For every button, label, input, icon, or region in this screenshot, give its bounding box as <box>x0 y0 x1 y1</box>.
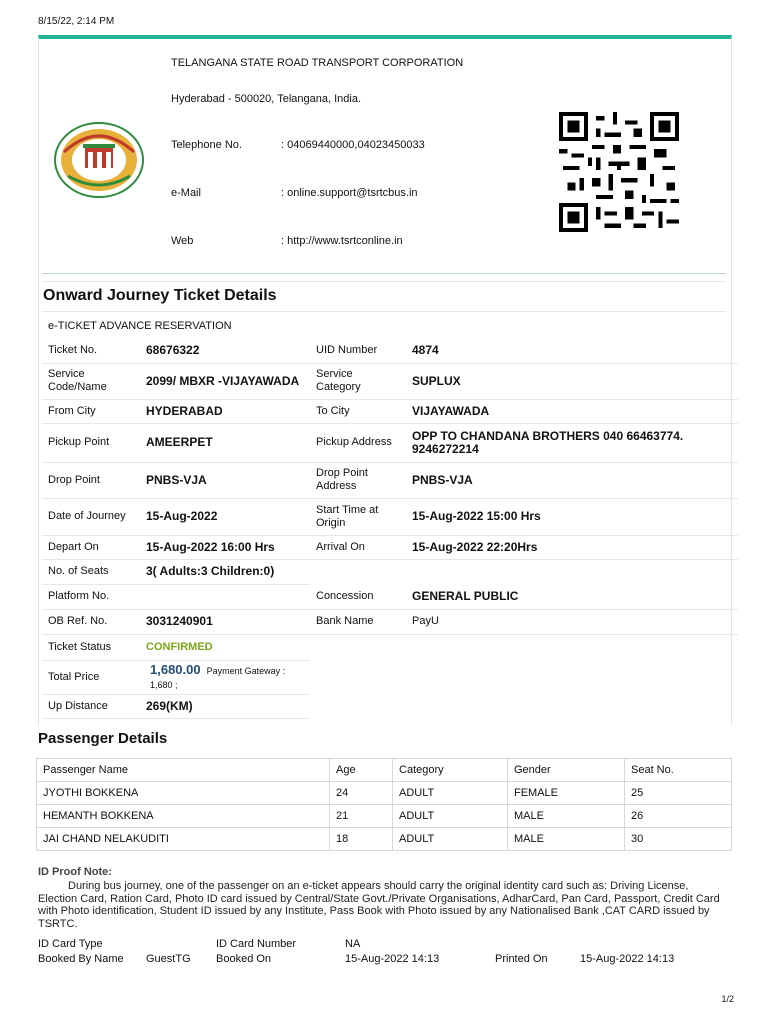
table-row <box>42 535 738 559</box>
table-row <box>42 660 738 694</box>
passenger-name: HEMANTH BOKKENA <box>37 805 330 828</box>
table-row <box>42 498 738 535</box>
col-header: Passenger Name <box>37 759 330 782</box>
id-note-title: ID Proof Note: <box>38 866 112 878</box>
booked-on-label: Booked On <box>216 953 272 965</box>
phone-label: Telephone No. <box>171 139 242 151</box>
qr-code <box>555 112 683 232</box>
subtitle-divider <box>42 311 726 312</box>
from-value: HYDERABAD <box>140 399 310 423</box>
drop-value: PNBS-VJA <box>140 462 310 498</box>
tsrtc-logo <box>54 122 144 198</box>
table-row <box>37 828 732 851</box>
doj-label: Date of Journey <box>42 498 140 535</box>
passenger-age: 21 <box>330 805 393 828</box>
col-header: Age <box>330 759 393 782</box>
gateway-label: Payment Gateway : <box>206 665 286 676</box>
category-label: Service Category <box>310 363 406 399</box>
passenger-category: ADULT <box>393 805 508 828</box>
to-value: VIJAYAWADA <box>406 399 738 423</box>
org-address: Hyderabad - 500020, Telangana, India. <box>171 93 361 105</box>
passenger-seat: 30 <box>625 828 732 851</box>
distance-label: Up Distance <box>42 694 140 718</box>
seats-label: No. of Seats <box>42 559 140 584</box>
web-label: Web <box>171 235 194 247</box>
uid-value: 4874 <box>406 338 738 363</box>
distance-value: 269(KM) <box>140 694 310 718</box>
passenger-name: JAI CHAND NELAKUDITI <box>37 828 330 851</box>
phone-value: : 04069440000,04023450033 <box>281 139 425 151</box>
passenger-section-title: Passenger Details <box>38 730 168 747</box>
table-row <box>42 462 738 498</box>
drop-label: Drop Point <box>42 462 140 498</box>
section-divider <box>42 281 726 282</box>
table-header-row <box>37 759 732 782</box>
status-value: CONFIRMED <box>140 634 310 660</box>
passenger-age: 24 <box>330 782 393 805</box>
concession-label: Concession <box>310 584 406 609</box>
price-value: 1,680.00 <box>150 661 201 677</box>
arrival-label: Arrival On <box>310 535 406 559</box>
depart-value: 15-Aug-2022 16:00 Hrs <box>140 535 310 559</box>
table-row <box>42 559 738 584</box>
table-row <box>42 584 738 609</box>
status-label: Ticket Status <box>42 634 140 660</box>
id-card-number-value: NA <box>345 938 361 950</box>
passenger-gender: MALE <box>508 828 625 851</box>
ob-ref-value: 3031240901 <box>140 609 310 634</box>
pickup-address-value: OPP TO CHANDANA BROTHERS 040 66463774. 9246272214 <box>406 423 738 462</box>
bank-label: Bank Name <box>310 609 406 634</box>
from-label: From City <box>42 399 140 423</box>
ticket-no-label: Ticket No. <box>42 338 140 363</box>
concession-value: GENERAL PUBLIC <box>406 584 738 609</box>
passenger-category: ADULT <box>393 828 508 851</box>
pickup-value: AMEERPET <box>140 423 310 462</box>
platform-value <box>140 584 310 609</box>
bank-value: PayU <box>406 609 738 634</box>
table-row <box>42 423 738 462</box>
booked-by-value: GuestTG <box>146 953 191 965</box>
email-label: e-Mail <box>171 187 201 199</box>
passenger-category: ADULT <box>393 782 508 805</box>
passenger-name: JYOTHI BOKKENA <box>37 782 330 805</box>
passenger-gender: FEMALE <box>508 782 625 805</box>
gateway-value: 1,680 ; <box>150 679 178 690</box>
col-header: Category <box>393 759 508 782</box>
table-row <box>37 805 732 828</box>
ob-ref-label: OB Ref. No. <box>42 609 140 634</box>
pickup-label: Pickup Point <box>42 423 140 462</box>
start-time-value: 15-Aug-2022 15:00 Hrs <box>406 498 738 535</box>
depart-label: Depart On <box>42 535 140 559</box>
table-row <box>42 363 738 399</box>
passenger-gender: MALE <box>508 805 625 828</box>
page-number: 1/2 <box>721 994 734 1004</box>
passenger-table <box>36 758 732 851</box>
booked-on-value: 15-Aug-2022 14:13 <box>345 953 440 965</box>
category-value: SUPLUX <box>406 363 738 399</box>
table-row <box>42 399 738 423</box>
pickup-address-label: Pickup Address <box>310 423 406 462</box>
org-name: TELANGANA STATE ROAD TRANSPORT CORPORATION <box>171 57 464 69</box>
header-divider <box>42 273 726 274</box>
printed-on-label: Printed On <box>495 953 548 965</box>
journey-section-title: Onward Journey Ticket Details <box>43 287 277 304</box>
printed-on-value: 15-Aug-2022 14:13 <box>580 953 675 965</box>
drop-address-label: Drop Point Address <box>310 462 406 498</box>
web-value: : http://www.tsrtconline.in <box>281 235 403 247</box>
print-timestamp: 8/15/22, 2:14 PM <box>38 16 115 27</box>
table-row <box>42 609 738 634</box>
price-label: Total Price <box>42 660 140 694</box>
doj-value: 15-Aug-2022 <box>140 498 310 535</box>
eticket-subtitle: e-TICKET ADVANCE RESERVATION <box>48 320 232 332</box>
id-card-type-label: ID Card Type <box>38 938 103 950</box>
service-label: Service Code/Name <box>42 363 140 399</box>
table-row <box>37 782 732 805</box>
table-row <box>42 634 738 660</box>
passenger-age: 18 <box>330 828 393 851</box>
booked-by-label: Booked By Name <box>38 953 124 965</box>
col-header: Seat No. <box>625 759 732 782</box>
id-note-text: During bus journey, one of the passenger on an e-ticket appears should carry the original identity card such as: Driving License, Election Card, Ration Card, Photo ID card issued by Central/State Govt./Private Organisations, AdharCard, Pan Card, Passport, Credit Card with Photo identification, Student ID issued by any Institute, Pass Book with Photo issued by any Nationalised Bank ,CAT CARD issued by TSRTC. <box>38 880 720 930</box>
service-value: 2099/ MBXR -VIJAYAWADA <box>140 363 310 399</box>
ticket-no-value: 68676322 <box>140 338 310 363</box>
col-header: Gender <box>508 759 625 782</box>
platform-label: Platform No. <box>42 584 140 609</box>
table-row <box>42 338 738 363</box>
arrival-value: 15-Aug-2022 22:20Hrs <box>406 535 738 559</box>
id-card-number-label: ID Card Number <box>216 938 297 950</box>
email-value: : online.support@tsrtcbus.in <box>281 187 418 199</box>
seats-value: 3( Adults:3 Children:0) <box>140 559 310 584</box>
table-row <box>42 694 738 718</box>
passenger-seat: 26 <box>625 805 732 828</box>
drop-address-value: PNBS-VJA <box>406 462 738 498</box>
uid-label: UID Number <box>310 338 406 363</box>
passenger-seat: 25 <box>625 782 732 805</box>
start-time-label: Start Time at Origin <box>310 498 406 535</box>
price-cell <box>140 660 310 694</box>
to-label: To City <box>310 399 406 423</box>
journey-details-table <box>42 338 738 719</box>
